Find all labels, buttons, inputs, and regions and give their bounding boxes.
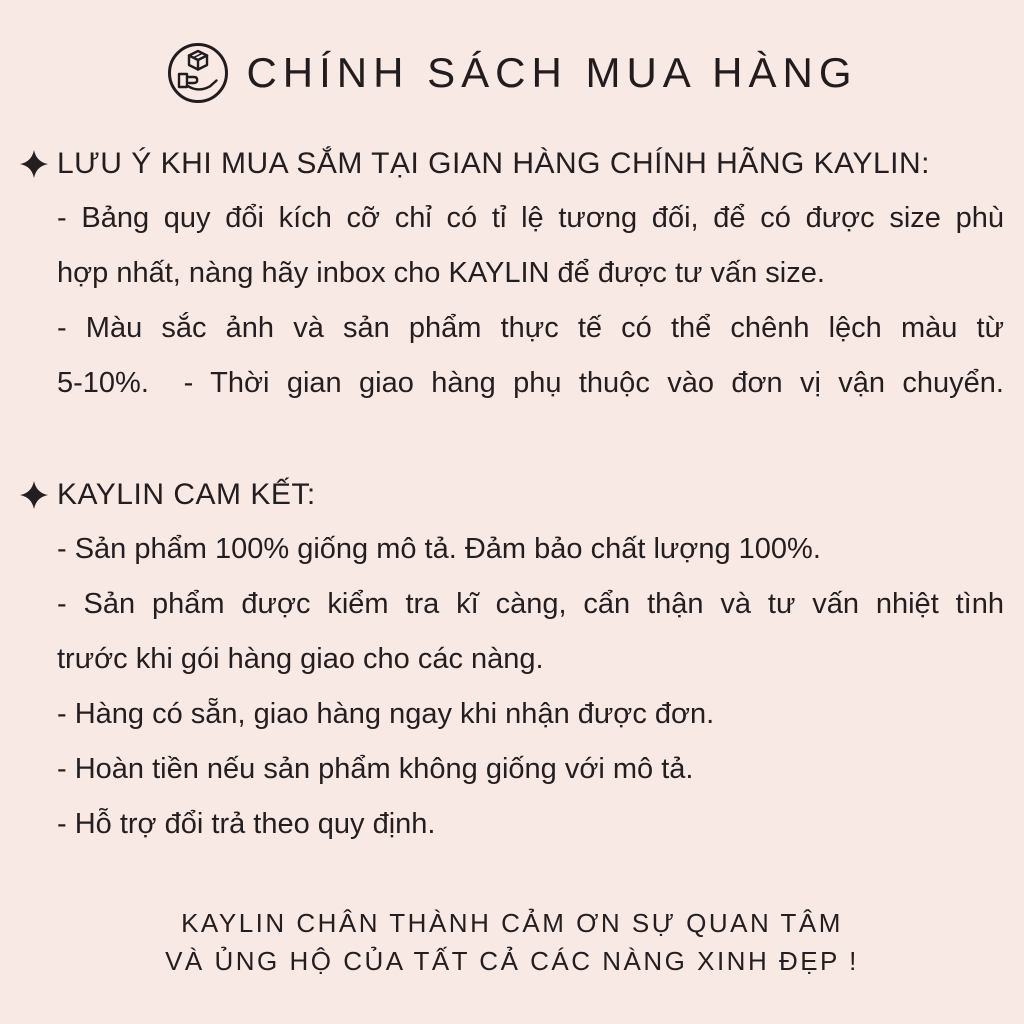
policy-line: trước khi gói hàng giao cho các nàng. — [57, 643, 544, 675]
footer-thank-you — [0, 904, 1024, 980]
policy-line: - Hoàn tiền nếu sản phẩm không giống với mô tả. — [57, 753, 694, 785]
section-body — [57, 522, 1004, 852]
policy-line: - Hàng có sẵn, giao hàng ngay khi nhận được đơn. — [57, 698, 715, 730]
policy-line: - Hỗ trợ đổi trả theo quy định. — [57, 808, 436, 840]
policy-line: 5-10%. - Thời gian giao hàng phụ thuộc vào đơn vị vận chuyển. — [57, 367, 1004, 399]
section-heading-row — [57, 136, 1004, 191]
section-body — [57, 191, 1004, 411]
sparkle-icon — [19, 149, 49, 179]
section-heading: LƯU Ý KHI MUA SẮM TẠI GIAN HÀNG CHÍNH HÃNG KAYLIN: — [57, 147, 930, 180]
section-shopping-notes — [0, 136, 1024, 411]
sparkle-icon — [19, 480, 49, 510]
section-heading-row — [57, 467, 1004, 522]
policy-line: - Sản phẩm được kiểm tra kĩ càng, cẩn thận và tư vấn nhiệt tình — [57, 588, 1004, 620]
footer-line: VÀ ỦNG HỘ CỦA TẤT CẢ CÁC NÀNG XINH ĐẸP ! — [165, 946, 859, 976]
footer-line: KAYLIN CHÂN THÀNH CẢM ƠN SỰ QUAN TÂM — [181, 908, 843, 938]
section-commitments — [0, 467, 1024, 852]
header — [0, 0, 1024, 106]
hand-holding-box-icon — [166, 41, 230, 105]
policy-line: - Màu sắc ảnh và sản phẩm thực tế có thể chênh lệch màu từ — [57, 312, 1004, 344]
policy-line: - Sản phẩm 100% giống mô tả. Đảm bảo chất lượng 100%. — [57, 533, 821, 565]
section-heading: KAYLIN CAM KẾT: — [57, 478, 316, 511]
policy-line: - Bảng quy đổi kích cỡ chỉ có tỉ lệ tương đối, để có được size phù — [57, 202, 1004, 234]
policy-line: hợp nhất, nàng hãy inbox cho KAYLIN để được tư vấn size. — [57, 257, 825, 289]
page-title: CHÍNH SÁCH MUA HÀNG — [246, 49, 858, 96]
